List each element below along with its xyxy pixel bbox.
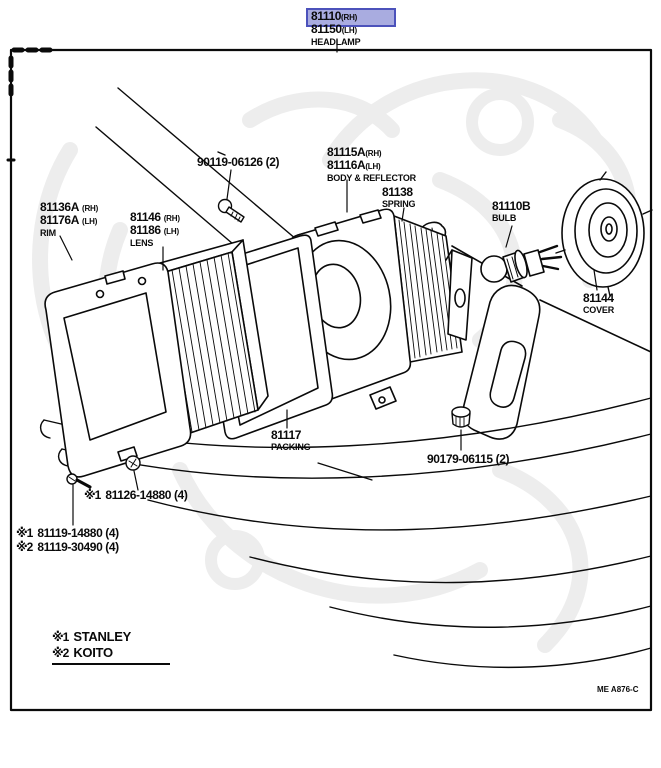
- lh-suffix: (LH): [341, 26, 357, 35]
- mount-bolt-icon: [219, 200, 245, 223]
- round-screw-icon: [126, 456, 140, 470]
- cover-label: 81144 COVER: [583, 291, 615, 315]
- rim-label: 81136A (RH) 81176A (LH) RIM: [40, 200, 99, 238]
- bulb-label: 81110B BULB: [492, 199, 531, 223]
- spring-label: 81138 SPRING: [382, 185, 416, 209]
- packing-label: 81117 PACKING: [271, 428, 311, 452]
- list-item: ※1 81119-14880 (4): [16, 526, 119, 540]
- bulb-part: [481, 246, 561, 282]
- part-name-headlamp: HEADLAMP: [311, 37, 361, 47]
- legend-entry: ※2 KOITO: [52, 645, 113, 660]
- part-number-81150[interactable]: 81150: [311, 22, 342, 36]
- reference-mark: ※1: [84, 488, 101, 502]
- part-number-81110[interactable]: 81110: [311, 9, 342, 23]
- headlamp-callout[interactable]: [311, 10, 360, 47]
- drawing-code: ME A876-C: [597, 685, 639, 694]
- mount-nut-label: 90179-06115 (2): [427, 452, 510, 466]
- screw-upper-label: ※1 81126-14880 (4): [84, 488, 188, 502]
- maker-legend: [52, 629, 170, 665]
- list-item: ※2 81119-30490 (4): [16, 540, 119, 554]
- rh-suffix: (RH): [341, 13, 358, 22]
- legend-entry: ※1 STANLEY: [52, 629, 131, 644]
- mount-nut-icon: [452, 407, 470, 427]
- body-reflector-label: 81115A(RH) 81116A(LH) BODY & REFLECTOR: [327, 145, 416, 183]
- cover-part: [556, 172, 652, 296]
- mount-bolt-label: 90119-06126 (2): [197, 155, 280, 169]
- lens-label: 81146 (RH) 81186 (LH) LENS: [130, 210, 180, 248]
- rim-part: [45, 263, 191, 477]
- screw-variant-list: [16, 526, 119, 554]
